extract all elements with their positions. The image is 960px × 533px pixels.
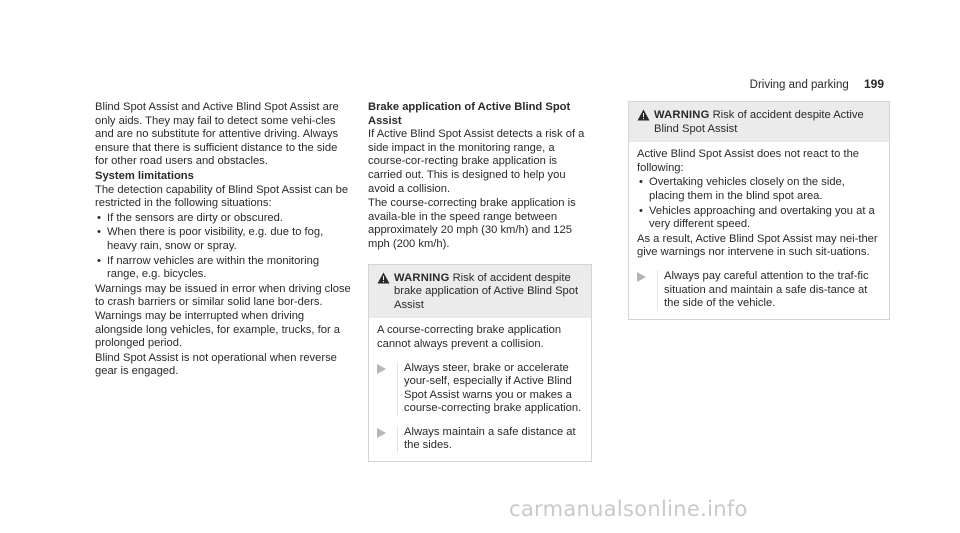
system-limitations-heading: System limitations xyxy=(95,169,194,182)
page-header xyxy=(750,78,884,93)
list-item: • If the sensors are dirty or obscured. xyxy=(95,212,353,226)
warning-body xyxy=(369,318,591,461)
step-text: Always pay careful attention to the traf-fic situation and maintain a safe dis-tance at the side of the vehicle. xyxy=(657,270,881,311)
warning-triangle-icon xyxy=(637,109,654,136)
list-item: • Vehicles approaching and overtaking you at a very different speed. xyxy=(637,205,881,232)
warning-body xyxy=(629,142,889,319)
warning-list xyxy=(637,176,881,231)
warning-body-text: A course-correcting brake application cannot always prevent a collision. xyxy=(377,324,562,350)
arrow-right-icon xyxy=(637,270,657,311)
warning-title xyxy=(654,109,881,136)
warning-title xyxy=(394,272,583,313)
arrow-right-icon xyxy=(377,426,397,453)
instruction-step xyxy=(377,426,583,453)
warning-label: WARNING xyxy=(394,271,450,284)
warning-triangle-icon xyxy=(377,272,394,313)
list-item: • When there is poor visibility, e.g. due to fog, heavy rain, snow or spray. xyxy=(95,226,353,253)
brake-paragraph-1: If Active Blind Spot Assist detects a risk of a side impact in the monitoring range, a course-cor-recting brake application is carried out. This is designed to help you avoid a collision. xyxy=(368,128,585,195)
instruction-step xyxy=(637,270,881,311)
brake-paragraph-2: The course-correcting brake application is availa-ble in the speed range between approximately 20 mph (30 km/h) and 125 mph (200 km/h). xyxy=(368,197,576,250)
warning-label: WARNING xyxy=(654,109,710,121)
false-warnings-paragraph: Warnings may be issued in error when driving close to crash barriers or similar solid lane bor-ders. Warnings may be interrupted when driving alongside long vehicles, for example, trucks, for a prolonged period. xyxy=(95,282,351,350)
warning-title-text: Risk of accident despite Active Blind Spot Assist xyxy=(654,109,864,135)
step-text: Always maintain a safe distance at the sides. xyxy=(397,426,583,453)
warning-after-text: As a result, Active Blind Spot Assist may nei-ther give warnings nor intervene in such sit-uations. xyxy=(637,232,878,259)
watermark-text: carmanualsonline.info xyxy=(509,497,748,521)
limitations-paragraph: The detection capability of Blind Spot Assist can be restricted in the following situations: xyxy=(95,183,349,210)
list-item: • Overtaking vehicles closely on the side, placing them in the blind spot area. xyxy=(637,176,881,203)
warning-box xyxy=(368,264,592,463)
step-text: Always steer, brake or accelerate your-self, especially if Active Blind Spot Assist warns you or makes a course-correcting brake application. xyxy=(397,362,583,416)
column-right xyxy=(628,101,890,320)
column-middle xyxy=(368,101,592,462)
warning-header xyxy=(629,102,889,142)
list-item: • If narrow vehicles are within the monitoring range, e.g. bicycles. xyxy=(95,255,353,282)
reverse-gear-paragraph: Blind Spot Assist is not operational when reverse gear is engaged. xyxy=(95,351,337,378)
warning-title-text: Risk of accident despite brake application of Active Blind Spot Assist xyxy=(394,271,579,311)
brake-application-heading: Brake application of Active Blind Spot Assist xyxy=(368,101,571,127)
instruction-step xyxy=(377,362,583,416)
intro-paragraph: Blind Spot Assist and Active Blind Spot Assist are only aids. They may fail to detect some vehi-cles and are no substitute for attentive driving. Always ensure that there is sufficient distance to the side for other road users and obstacles. xyxy=(95,101,339,168)
column-left xyxy=(95,101,353,380)
warning-header xyxy=(369,265,591,319)
section-title: Driving and parking xyxy=(749,79,849,91)
arrow-right-icon xyxy=(377,362,397,416)
page-number: 199 xyxy=(863,77,884,91)
warning-body-text: Active Blind Spot Assist does not react to the following: xyxy=(637,148,860,174)
limitations-list xyxy=(95,212,353,282)
warning-box xyxy=(628,101,890,320)
